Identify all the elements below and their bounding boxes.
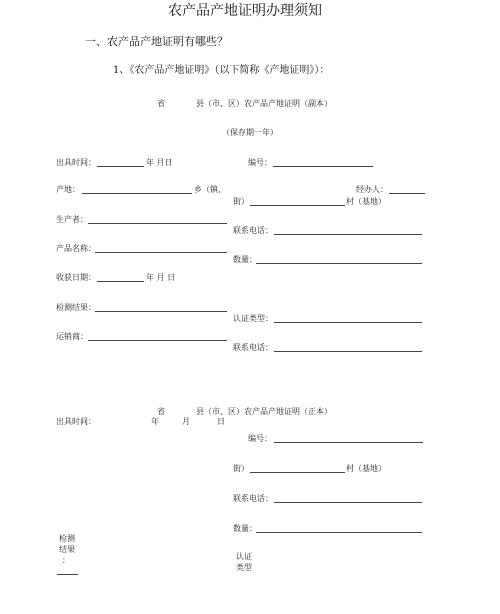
original-test-label-colon: ： [62,556,70,565]
handler-blank [389,193,425,194]
origin-label: 产地： [56,185,80,194]
harvest-year-blank [97,281,144,282]
village-label: 村（基地） [346,197,386,206]
product-name-blank [95,252,227,253]
street-label: 街） [233,197,249,206]
contact-label: 联系电话： [233,226,273,235]
original-quantity-label: 数量： [233,524,257,533]
producer-label: 生产者： [56,215,88,224]
original-contact-label: 联系电话： [233,494,273,503]
street-blank [250,205,345,206]
transporter-contact-label: 联系电话： [233,343,273,352]
product-name-label: 产品名称： [56,244,96,253]
cert-type-blank [274,322,422,323]
original-test-blank [57,574,78,575]
origin-blank [82,193,192,194]
copy-province-label: 省 [157,99,165,108]
original-village-label: 村（基地） [346,464,386,473]
original-street-blank [250,472,345,473]
number-label: 编号： [248,158,272,167]
original-quantity-blank [256,532,422,533]
cert-type-label: 认证类型： [233,314,273,323]
producer-blank [88,223,227,224]
original-test-label-line2: 结果 [59,545,75,554]
harvest-date-units: 年 月 日 [146,273,176,282]
original-year-unit: 年 [151,417,159,426]
test-result-label: 检测结果： [56,303,96,312]
issue-time-label: 出具时间： [56,158,96,167]
original-issue-time-label: 出具时间： [56,417,96,426]
handler-label: 经办人： [356,185,388,194]
transporter-label: 运销商： [56,332,88,341]
original-province-label: 省 [157,407,165,416]
original-month-unit: 月 [182,417,190,426]
original-contact-blank [274,502,422,503]
original-day-unit: 日 [217,417,225,426]
quantity-blank [256,263,422,264]
original-street-label: 街） [233,464,249,473]
original-cert-label-line1: 认证 [236,552,252,561]
original-certificate-title: 县（市、区）农产品产地证明（正本） [196,407,332,416]
original-number-label: 编号： [248,434,272,443]
original-test-label-line1: 检测 [59,534,75,543]
item-1-heading: 1、《农产品产地证明》（以下简称《产地证明》）： [113,65,330,76]
town-label: 乡（镇、 [194,185,226,194]
original-cert-label-line2: 类型 [236,563,252,572]
contact-blank [274,234,422,235]
transporter-contact-blank [274,351,422,352]
transporter-blank [88,340,227,341]
retention-period: （保存期一年） [222,128,278,137]
issue-year-blank [97,166,144,167]
test-result-blank [95,311,227,312]
harvest-date-label: 收获日期： [56,273,96,282]
original-number-blank [274,442,423,443]
quantity-label: 数量： [233,255,257,264]
issue-date-units: 年 月日 [146,158,173,167]
copy-certificate-title: 县（市、区）农产品产地证明（副本） [196,99,332,108]
document-title: 农产品产地证明办理须知 [168,3,322,19]
number-blank [273,166,373,167]
section-question-1: 一、农产品产地证明有哪些？ [85,35,228,48]
